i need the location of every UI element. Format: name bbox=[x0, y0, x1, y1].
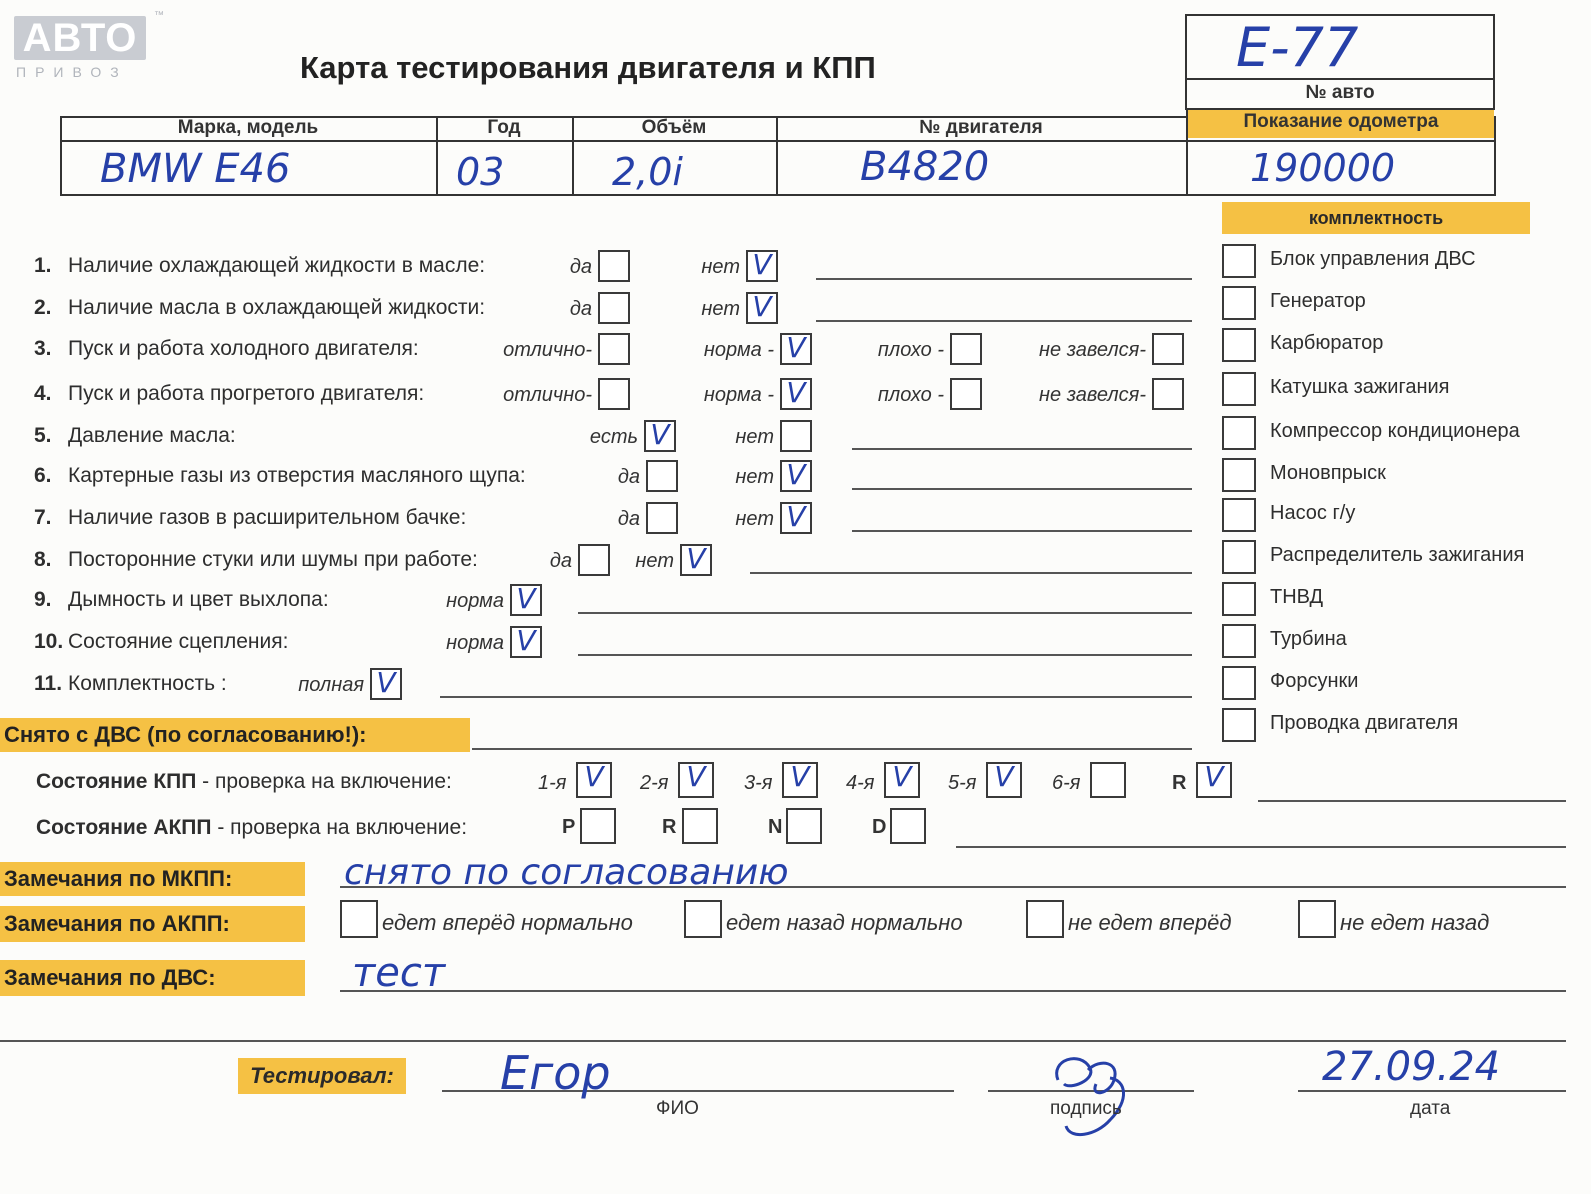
gear-label: 1-я bbox=[538, 772, 567, 794]
check-mark: V bbox=[994, 760, 1014, 793]
logo-main: АВТО bbox=[14, 16, 146, 60]
year-label: Год bbox=[487, 117, 521, 138]
page-title: Карта тестирования двигателя и КПП bbox=[300, 50, 876, 85]
check-mark: V bbox=[1204, 760, 1224, 793]
gear-checkbox[interactable] bbox=[884, 762, 920, 798]
gear-label: 5-я bbox=[948, 772, 977, 794]
check-mark: V bbox=[686, 760, 706, 793]
option-label: да bbox=[569, 256, 592, 278]
check-mark: V bbox=[376, 666, 396, 699]
komplektnost-checkbox[interactable] bbox=[1222, 582, 1256, 616]
akpp-note-checkbox[interactable] bbox=[1026, 900, 1064, 938]
gear-label: 4-я bbox=[846, 772, 875, 794]
volume-value: 2,0i bbox=[612, 150, 683, 194]
answer-line bbox=[852, 448, 1192, 450]
komplektnost-checkbox[interactable] bbox=[1222, 244, 1256, 278]
komplektnost-item: Генератор bbox=[1270, 290, 1366, 312]
kpp-label bbox=[36, 770, 452, 794]
removed-label: Снято с ДВС (по согласованию!): bbox=[0, 718, 470, 752]
row-number: 5. bbox=[34, 424, 52, 447]
answer-line bbox=[578, 612, 1192, 614]
header-table-rule bbox=[60, 140, 1496, 142]
komplektnost-checkbox[interactable] bbox=[1222, 372, 1256, 406]
akpp-note-checkbox[interactable] bbox=[1298, 900, 1336, 938]
akpp-note-checkbox[interactable] bbox=[684, 900, 722, 938]
komplektnost-item: Насос г/у bbox=[1270, 502, 1356, 524]
row-question: Давление масла: bbox=[68, 424, 236, 447]
year-value: 03 bbox=[456, 150, 505, 194]
komplektnost-checkbox[interactable] bbox=[1222, 708, 1256, 742]
mode-label: R bbox=[662, 816, 677, 838]
row-number: 2. bbox=[34, 296, 52, 319]
mode-label: P bbox=[562, 816, 576, 838]
tested-label: Тестировал: bbox=[238, 1058, 406, 1094]
komplektnost-checkbox[interactable] bbox=[1222, 416, 1256, 450]
row-question: Наличие масла в охлаждающей жидкости: bbox=[68, 296, 486, 319]
komplektnost-checkbox[interactable] bbox=[1222, 458, 1256, 492]
mode-checkbox[interactable] bbox=[890, 808, 926, 844]
mode-checkbox[interactable] bbox=[580, 808, 616, 844]
option-label: нет bbox=[735, 466, 774, 488]
check-mark: V bbox=[892, 760, 912, 793]
komplektnost-checkbox[interactable] bbox=[1222, 498, 1256, 532]
name-caption: ФИО bbox=[656, 1098, 699, 1119]
kpp-label-rest: - проверка на включение: bbox=[196, 770, 452, 793]
akpp-line bbox=[956, 846, 1566, 848]
option-label: норма bbox=[446, 590, 504, 612]
row-question: Дымность и цвет выхлопа: bbox=[68, 588, 329, 611]
check-mark: V bbox=[584, 760, 604, 793]
answer-line bbox=[816, 320, 1192, 322]
option-checkbox[interactable] bbox=[1152, 378, 1184, 410]
akpp-label-rest: - проверка на включение: bbox=[211, 816, 468, 839]
mkpp-notes-label: Замечания по МКПП: bbox=[0, 862, 305, 896]
option-checkbox[interactable] bbox=[598, 333, 630, 365]
option-checkbox[interactable] bbox=[1152, 333, 1184, 365]
row-number: 9. bbox=[34, 588, 52, 611]
dvs-notes-label: Замечания по ДВС: bbox=[0, 960, 305, 996]
komplektnost-checkbox[interactable] bbox=[1222, 286, 1256, 320]
odometer-value: 190000 bbox=[1250, 146, 1396, 190]
option-checkbox[interactable] bbox=[780, 378, 812, 410]
row-question: Пуск и работа холодного двигателя: bbox=[68, 337, 419, 360]
option-checkbox[interactable] bbox=[510, 584, 542, 616]
answer-line bbox=[816, 278, 1192, 280]
komplektnost-checkbox[interactable] bbox=[1222, 666, 1256, 700]
komplektnost-title: комплектность bbox=[1222, 202, 1530, 234]
komplektnost-item: Блок управления ДВС bbox=[1270, 248, 1476, 270]
mode-label: D bbox=[872, 816, 887, 838]
check-mark: V bbox=[752, 248, 772, 281]
check-mark: V bbox=[686, 542, 706, 575]
option-checkbox[interactable] bbox=[680, 544, 712, 576]
gear-checkbox[interactable] bbox=[576, 762, 612, 798]
row-number: 6. bbox=[34, 464, 52, 487]
akpp-note-checkbox[interactable] bbox=[340, 900, 378, 938]
kpp-label-bold: Состояние КПП bbox=[36, 770, 197, 793]
option-label: не завелся- bbox=[1039, 339, 1146, 361]
option-label: нет bbox=[735, 508, 774, 530]
kpp-line bbox=[1258, 800, 1566, 802]
option-label: не завелся- bbox=[1039, 384, 1146, 406]
komplektnost-checkbox[interactable] bbox=[1222, 624, 1256, 658]
akpp-notes-label: Замечания по АКПП: bbox=[0, 906, 305, 942]
engine-label: № двигателя bbox=[919, 117, 1043, 138]
komplektnost-item: Карбюратор bbox=[1270, 332, 1384, 354]
akpp-note-label: едет вперёд нормально bbox=[382, 910, 633, 935]
option-checkbox[interactable] bbox=[746, 292, 778, 324]
option-checkbox[interactable] bbox=[780, 502, 812, 534]
row-question: Наличие газов в расширительном бачке: bbox=[68, 506, 467, 529]
date-value: 27.09.24 bbox=[1322, 1044, 1501, 1090]
gear-checkbox[interactable] bbox=[782, 762, 818, 798]
gear-checkbox[interactable] bbox=[1196, 762, 1232, 798]
option-label: да bbox=[549, 550, 572, 572]
logo-sub: ПРИВОЗ bbox=[16, 64, 128, 80]
gear-checkbox[interactable] bbox=[1090, 762, 1126, 798]
mode-checkbox[interactable] bbox=[786, 808, 822, 844]
option-checkbox[interactable] bbox=[370, 668, 402, 700]
option-label: да bbox=[569, 298, 592, 320]
row-question: Комплектность : bbox=[68, 672, 227, 695]
komplektnost-item: Распределитель зажигания bbox=[1270, 544, 1525, 566]
logo bbox=[14, 10, 164, 88]
mkpp-notes-line bbox=[340, 886, 1566, 888]
row-question: Картерные газы из отверстия масляного щупа: bbox=[68, 464, 526, 487]
akpp-note-label: не едет вперёд bbox=[1068, 910, 1232, 935]
option-checkbox[interactable] bbox=[780, 420, 812, 452]
komplektnost-item: Катушка зажигания bbox=[1270, 376, 1450, 398]
gear-label: R bbox=[1172, 772, 1187, 794]
akpp-label-bold: Состояние АКПП bbox=[36, 816, 212, 839]
check-mark: V bbox=[650, 418, 670, 451]
option-label: отлично- bbox=[503, 339, 592, 361]
odometer-label: Показание одометра bbox=[1243, 111, 1439, 132]
akpp-label bbox=[36, 816, 467, 840]
row-number: 8. bbox=[34, 548, 52, 571]
check-mark: V bbox=[786, 458, 806, 491]
option-checkbox[interactable] bbox=[510, 626, 542, 658]
check-mark: V bbox=[786, 376, 806, 409]
row-question: Пуск и работа прогретого двигателя: bbox=[68, 382, 425, 405]
dvs-notes-line bbox=[340, 990, 1566, 992]
engine-value: B4820 bbox=[860, 144, 990, 190]
akpp-note-label: не едет назад bbox=[1340, 910, 1490, 935]
row-number: 1. bbox=[34, 254, 52, 277]
gear-label: 2-я bbox=[640, 772, 669, 794]
option-checkbox[interactable] bbox=[746, 250, 778, 282]
dvs-notes-value: тест bbox=[352, 950, 446, 996]
option-label: норма - bbox=[703, 384, 774, 406]
row-question: Посторонние стуки или шумы при работе: bbox=[68, 548, 478, 571]
row-number: 10. bbox=[34, 630, 64, 653]
removed-line bbox=[472, 748, 1192, 750]
signature-caption: подпись bbox=[1050, 1098, 1122, 1119]
row-question: Состояние сцепления: bbox=[68, 630, 289, 653]
option-label: норма bbox=[446, 632, 504, 654]
row-number: 11. bbox=[34, 672, 63, 695]
option-checkbox[interactable] bbox=[950, 333, 982, 365]
option-checkbox[interactable] bbox=[950, 378, 982, 410]
mode-label: N bbox=[768, 816, 783, 838]
check-mark: V bbox=[786, 500, 806, 533]
option-label: норма - bbox=[703, 339, 774, 361]
option-checkbox[interactable] bbox=[780, 333, 812, 365]
check-mark: V bbox=[786, 331, 806, 364]
answer-line bbox=[440, 696, 1192, 698]
mkpp-notes-value: снято по согласованию bbox=[344, 852, 789, 893]
row-number: 7. bbox=[34, 506, 52, 529]
car-number-value: E-77 bbox=[1236, 16, 1359, 79]
row-number: 3. bbox=[34, 337, 52, 360]
answer-line bbox=[852, 488, 1192, 490]
dvs-notes-line-2 bbox=[0, 1040, 1566, 1042]
gear-checkbox[interactable] bbox=[986, 762, 1022, 798]
signature-mark bbox=[1040, 1040, 1140, 1150]
row-number: 4. bbox=[34, 382, 52, 405]
option-checkbox[interactable] bbox=[780, 460, 812, 492]
komplektnost-checkbox[interactable] bbox=[1222, 540, 1256, 574]
option-label: нет bbox=[735, 426, 774, 448]
mode-checkbox[interactable] bbox=[682, 808, 718, 844]
make-value: BMW E46 bbox=[100, 146, 291, 192]
komplektnost-item: ТНВД bbox=[1270, 586, 1324, 608]
answer-line bbox=[750, 572, 1192, 574]
check-mark: V bbox=[516, 624, 536, 657]
komplektnost-checkbox[interactable] bbox=[1222, 328, 1256, 362]
make-label: Марка, модель bbox=[177, 117, 319, 138]
row-question: Наличие охлаждающей жидкости в масле: bbox=[68, 254, 486, 277]
option-label: плохо - bbox=[877, 384, 944, 406]
komplektnost-item: Турбина bbox=[1270, 628, 1347, 650]
answer-line bbox=[578, 654, 1192, 656]
option-label: нет bbox=[635, 550, 674, 572]
check-mark: V bbox=[516, 582, 536, 615]
gear-label: 3-я bbox=[744, 772, 773, 794]
option-label: отлично- bbox=[503, 384, 592, 406]
name-value: Егор bbox=[500, 1046, 611, 1100]
option-label: полная bbox=[298, 674, 364, 696]
answer-line bbox=[852, 530, 1192, 532]
option-label: нет bbox=[701, 298, 740, 320]
option-label: да bbox=[617, 466, 640, 488]
gear-label: 6-я bbox=[1052, 772, 1081, 794]
logo-tm: ™ bbox=[154, 10, 164, 21]
date-line bbox=[1298, 1090, 1566, 1092]
gear-checkbox[interactable] bbox=[678, 762, 714, 798]
option-label: да bbox=[617, 508, 640, 530]
car-number-label: № авто bbox=[1305, 82, 1375, 103]
komplektnost-item: Проводка двигателя bbox=[1270, 712, 1459, 734]
option-label: есть bbox=[589, 426, 638, 448]
option-label: плохо - bbox=[877, 339, 944, 361]
option-label: нет bbox=[701, 256, 740, 278]
komplektnost-item: Форсунки bbox=[1270, 670, 1359, 692]
akpp-note-label: едет назад нормально bbox=[726, 910, 963, 935]
option-checkbox[interactable] bbox=[598, 378, 630, 410]
check-mark: V bbox=[790, 760, 810, 793]
date-caption: дата bbox=[1410, 1098, 1451, 1119]
check-mark: V bbox=[752, 290, 772, 323]
komplektnost-item: Моновпрыск bbox=[1270, 462, 1386, 484]
komplektnost-item: Компрессор кондиционера bbox=[1270, 420, 1520, 442]
volume-label: Объём bbox=[641, 117, 707, 138]
